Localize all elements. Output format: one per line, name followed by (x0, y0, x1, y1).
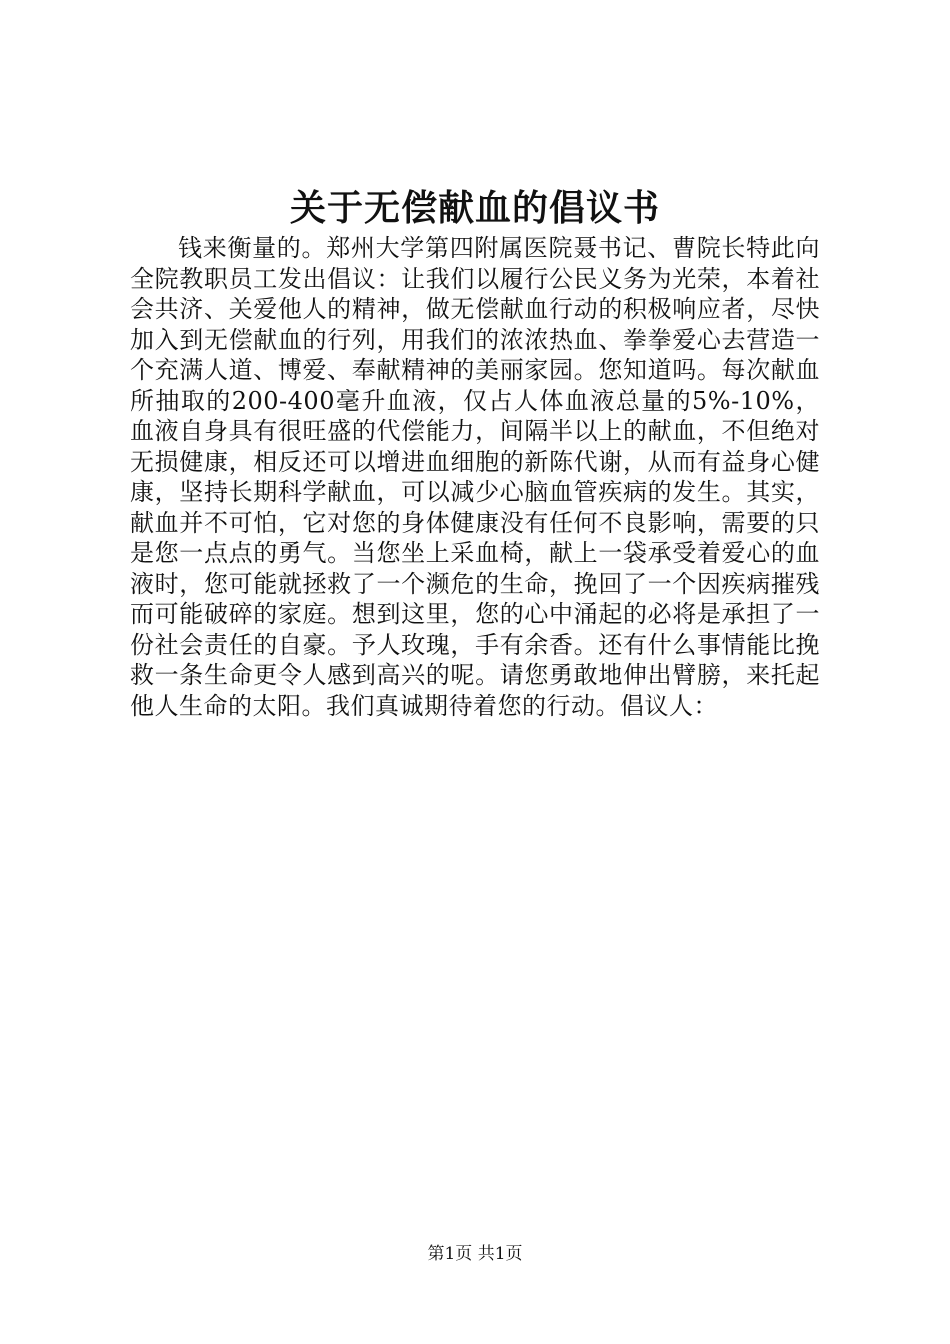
page-footer: 第1页 共1页 (427, 1244, 523, 1264)
document-body-paragraph: 钱来衡量的。郑州大学第四附属医院聂书记、曹院长特此向全院教职员工发出倡议：让我们以履行公民义务为光荣，本着社会共济、关爱他人的精神，做无偿献血行动的积极响应者，尽快加入到无偿献血的行列，用我们的浓浓热血、拳拳爱心去营造一个充满人道、博爱、奉献精神的美丽家园。您知道吗。每次献血所抽取的200-400毫升血液，仅占人体血液总量的5%-10%，血液自身具有很旺盛的代偿能力，间隔半以上的献血，不但绝对无损健康，相反还可以增进血细胞的新陈代谢，从而有益身心健康，坚持长期科学献血，可以减少心脑血管疾病的发生。其实，献血并不可怕，它对您的身体健康没有任何不良影响，需要的只是您一点点的勇气。当您坐上采血椅，献上一袋承受着爱心的血液时，您可能就拯救了一个濒危的生命，挽回了一个因疾病摧残而可能破碎的家庭。想到这里，您的心中涌起的必将是承担了一份社会责任的自豪。予人玫瑰，手有余香。还有什么事情能比挽救一条生命更令人感到高兴的呢。请您勇敢地伸出臂膀，来托起他人生命的太阳。我们真诚期待着您的行动。倡议人： (130, 234, 820, 720)
document-title: 关于无偿献血的倡议书 (289, 187, 660, 229)
